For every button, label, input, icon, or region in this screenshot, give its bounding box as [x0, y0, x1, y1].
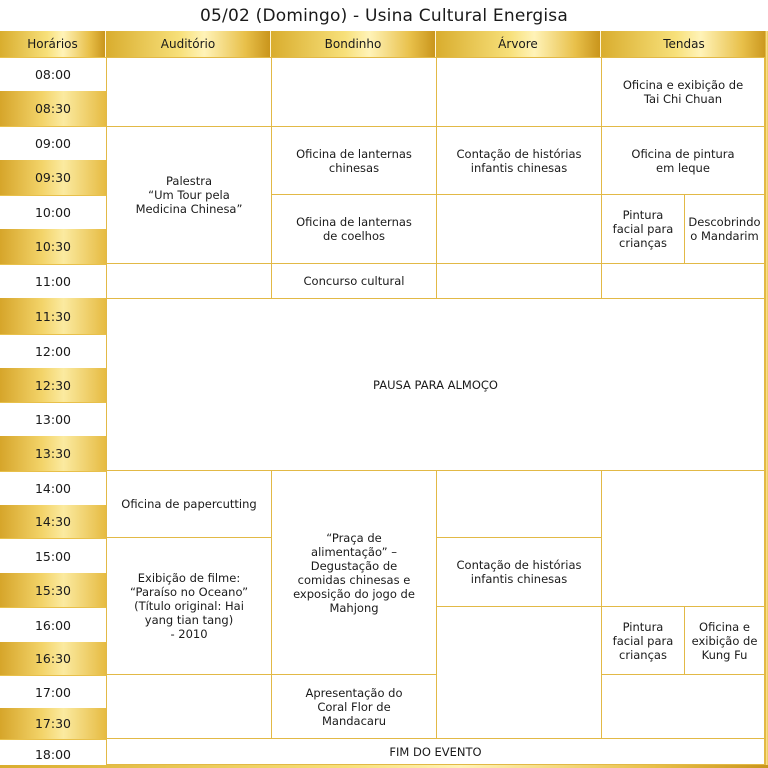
arvore-1000-empty [436, 194, 602, 264]
event-concurso-cultural: Concurso cultural [271, 263, 437, 299]
time-slot: 13:00 [0, 402, 106, 436]
time-slot: 11:30 [34, 308, 72, 324]
event-fim-do-evento: FIM DO EVENTO [106, 738, 765, 765]
tendas-1400-empty [601, 470, 765, 607]
event-contacao-historias-2: Contação de histórias infantis chinesas [436, 537, 602, 607]
time-slot: 17:30 [34, 716, 72, 731]
time-slot: 08:30 [34, 100, 72, 116]
time-slot: 16:30 [34, 651, 72, 666]
event-pintura-facial: Pintura facial para crianças [601, 194, 685, 264]
header-tendas: Tendas [601, 31, 768, 57]
event-tai-chi: Oficina e exibição de Tai Chi Chuan [601, 57, 765, 127]
auditorio-1700-empty [106, 674, 272, 739]
time-slot: 12:00 [0, 334, 106, 368]
event-contacao-historias: Contação de histórias infantis chinesas [436, 126, 602, 195]
time-slot: 10:30 [34, 238, 72, 254]
header-bondinho: Bondinho [271, 31, 436, 57]
arvore-1100-empty [436, 263, 602, 299]
event-descobrindo-mandarim: Descobrindo o Mandarim [684, 194, 765, 264]
time-slot: 10:00 [0, 195, 106, 229]
time-slot: 15:00 [0, 538, 106, 573]
time-slot: 15:30 [34, 582, 72, 598]
event-praca-alimentacao: “Praça de alimentação” – Degustação de comidas chinesas e exposição do jogo de Mahjong [271, 470, 437, 675]
header-arvore: Árvore [436, 31, 601, 57]
time-slot: 14:00 [0, 471, 106, 505]
auditorio-1100-empty [106, 263, 272, 299]
tendas-1100-empty [601, 263, 765, 299]
time-slot: 13:30 [34, 446, 72, 461]
event-pintura-leque: Oficina de pintura em leque [601, 126, 765, 195]
event-pintura-facial-2: Pintura facial para crianças [601, 606, 685, 675]
event-coral: Apresentação do Coral Flor de Mandacaru [271, 674, 437, 739]
event-papercutting: Oficina de papercutting [106, 470, 272, 538]
page-title: 05/02 (Domingo) - Usina Cultural Energisa [0, 0, 768, 32]
auditorio-0800-empty [106, 57, 272, 127]
event-pausa-almoco: PAUSA PARA ALMOÇO [106, 298, 765, 471]
time-slot: 16:00 [0, 607, 106, 642]
time-slot: 12:30 [34, 377, 72, 393]
time-slot: 09:30 [34, 170, 72, 185]
arvore-0800-empty [436, 57, 602, 127]
time-slot: 08:00 [0, 57, 106, 91]
event-kung-fu: Oficina e exibição de Kung Fu [684, 606, 765, 675]
event-lanternas-coelhos: Oficina de lanternas de coelhos [271, 194, 437, 264]
time-slot: 18:00 [0, 739, 106, 768]
time-slot: 17:00 [0, 675, 106, 708]
time-slot: 09:00 [0, 126, 106, 160]
event-palestra: Palestra “Um Tour pela Medicina Chinesa” [106, 126, 272, 264]
arvore-1600-empty [436, 606, 602, 739]
time-slot: 14:30 [34, 514, 72, 529]
bondinho-0800-empty [271, 57, 437, 127]
header-auditorio: Auditório [106, 31, 271, 57]
tendas-1700-empty [601, 674, 765, 739]
header-horarios: Horários [0, 31, 106, 57]
event-lanternas-chinesas: Oficina de lanternas chinesas [271, 126, 437, 195]
arvore-1400-empty [436, 470, 602, 538]
event-exibicao-filme: Exibição de filme: “Paraíso no Oceano” (Título original: Hai yang tian tang) - 2010 [106, 537, 272, 675]
time-slot: 11:00 [0, 264, 106, 298]
